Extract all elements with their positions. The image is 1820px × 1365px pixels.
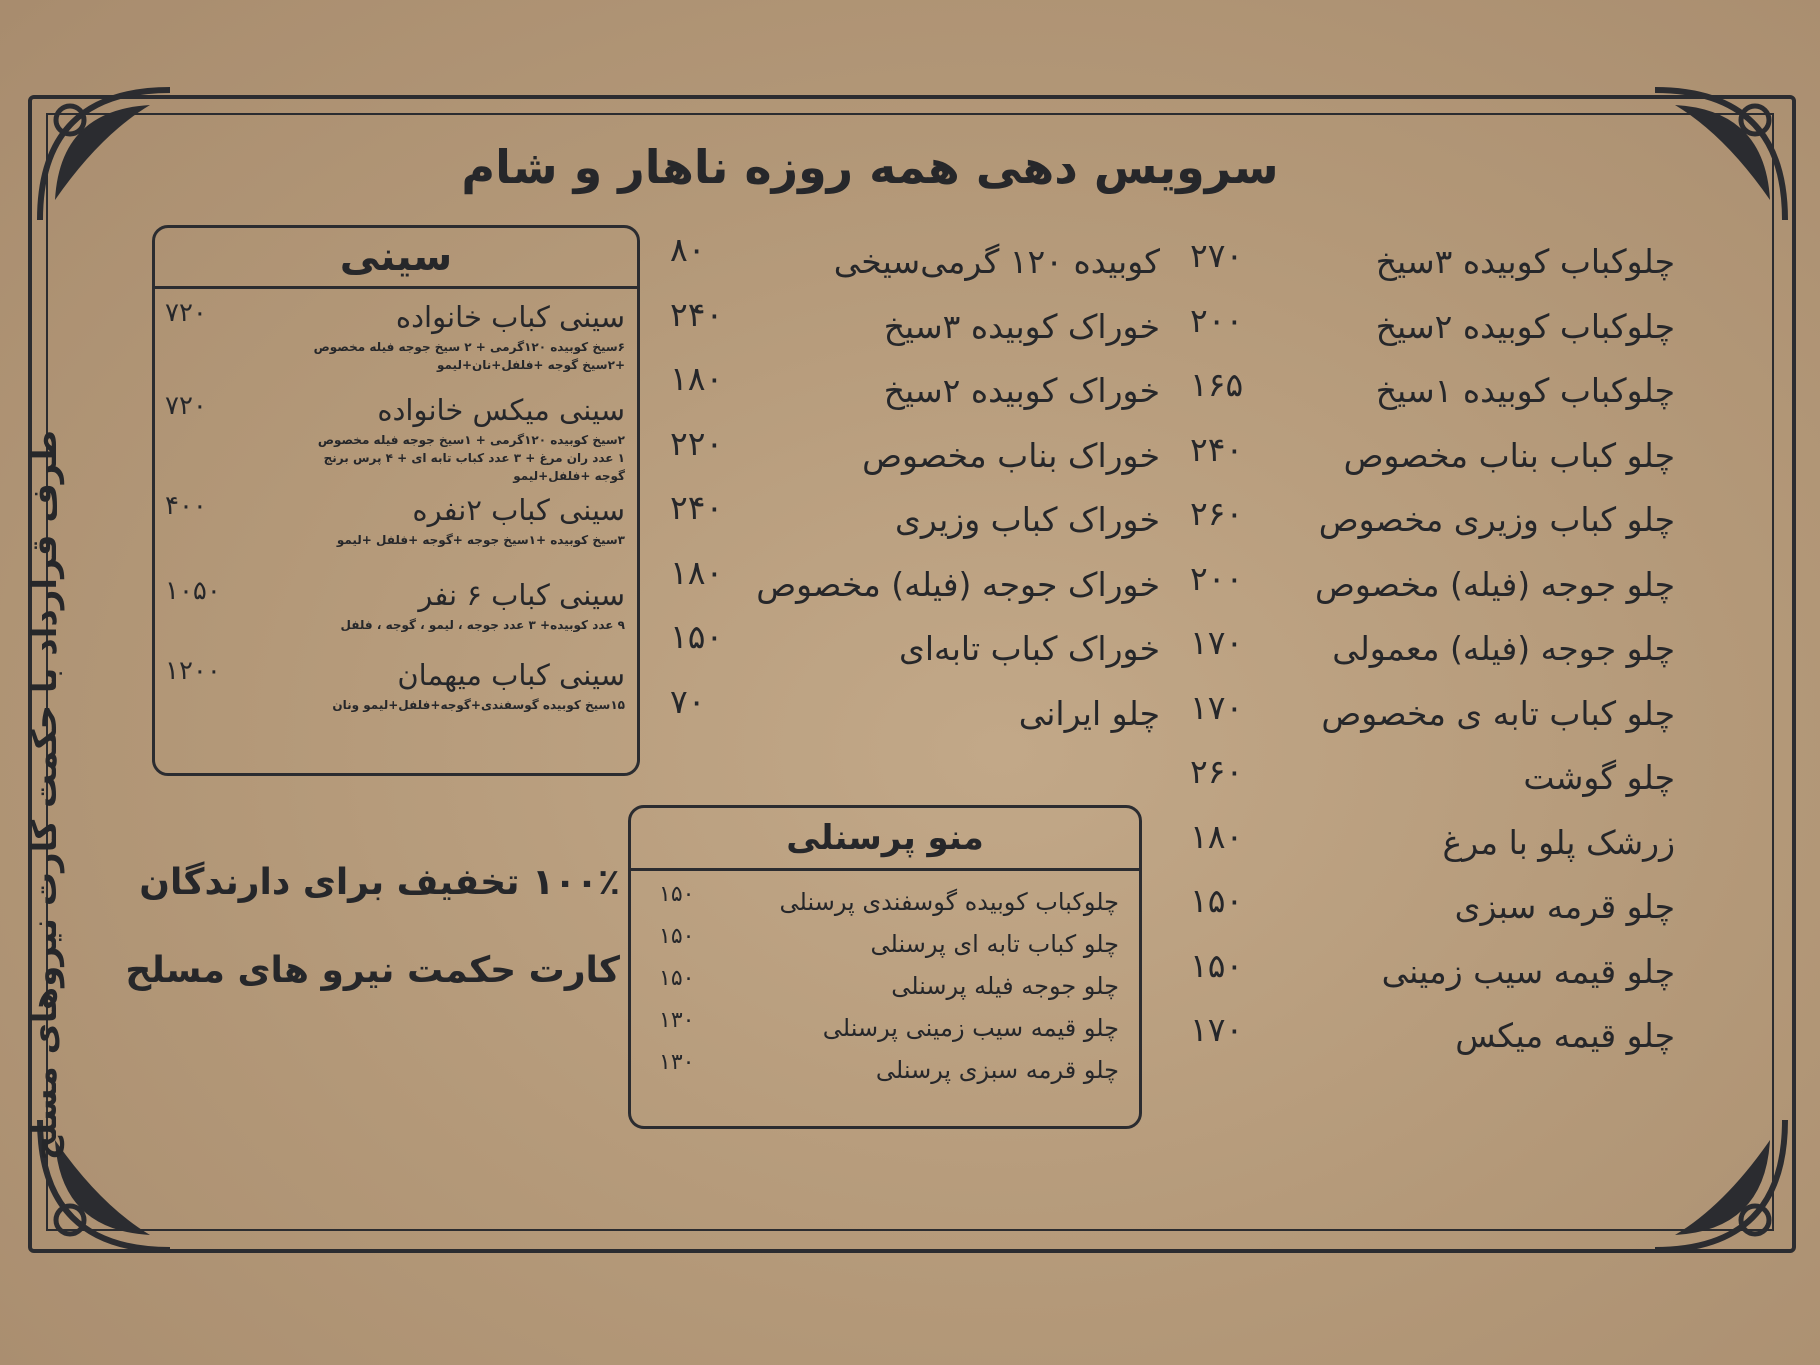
sini-item-desc: +۲سیخ گوجه +فلفل+نان+لیمو: [436, 358, 625, 372]
personnel-item-name: چلوکباب کوبیده گوسفندی پرسنلی: [779, 888, 1119, 916]
menu-item-price: ۲۰۰: [1190, 558, 1244, 598]
menu-item-price: ۱۶۵: [1190, 365, 1244, 404]
menu-item-name: چلو قیمه سیب زمینی: [1381, 951, 1675, 991]
menu-item-price: ۲۴۰: [670, 488, 724, 527]
sini-item-name: سینی کباب خانواده: [395, 300, 625, 334]
sini-item-name: سینی کباب ۶ نفر: [418, 578, 625, 612]
menu-item-price: ۱۵۰: [1190, 945, 1244, 985]
personnel-item-price: ۱۳۰: [659, 1050, 695, 1075]
sini-item-price: ۴۰۰: [165, 491, 207, 521]
menu-item-name: چلو کباب بناب مخصوص: [1343, 435, 1675, 475]
menu-item-name: خوراک بناب مخصوص: [862, 435, 1160, 475]
sini-item-price: ۱۰۵۰: [165, 576, 221, 606]
sini-item-price: ۷۲۰: [165, 391, 207, 421]
ornament-bottom-right-icon: [1645, 1110, 1795, 1260]
sini-item-desc: ۶سیخ کوبیده ۱۲۰گرمی + ۲ سیخ جوجه فیله مخصوص: [313, 340, 625, 354]
menu-item-price: ۱۷۰: [1190, 623, 1244, 662]
menu-item-name: خوراک کوبیده ۲سیخ: [883, 371, 1160, 410]
menu-item-name: چلوکباب کوبیده ۱سیخ: [1375, 371, 1675, 410]
menu-item-price: ۲۶۰: [1190, 494, 1244, 533]
personnel-item-name: چلو قیمه سیب زمینی پرسنلی: [822, 1014, 1119, 1042]
sini-item-name: سینی کباب میهمان: [397, 658, 625, 692]
menu-item-price: ۱۸۰: [670, 552, 724, 592]
menu-item-price: ۱۸۰: [670, 359, 724, 398]
menu-item-price: ۲۷۰: [1190, 236, 1244, 275]
menu-item-name: خوراک کباب تابه‌ای: [899, 629, 1160, 668]
sini-item-desc: ۹ عدد کوبیده+ ۳ عدد جوجه ، لیمو ، گوجه ، فلفل: [340, 618, 625, 632]
sini-heading: سینی: [155, 228, 637, 289]
menu-item-price: ۱۵۰: [670, 617, 724, 656]
menu-item-price: ۱۵۰: [1190, 881, 1244, 920]
sini-item-name: سینی کباب ۲نفره: [412, 493, 625, 527]
personnel-box: [628, 805, 1142, 1129]
menu-item-name: چلو جوجه (فیله) معمولی: [1332, 629, 1675, 668]
menu-item-name: چلو قرمه سبزی: [1454, 887, 1675, 926]
menu-item-price: ۲۲۰: [670, 423, 724, 463]
personnel-item-price: ۱۵۰: [659, 966, 695, 991]
menu-item-price: ۲۴۰: [670, 294, 724, 334]
side-contract-note: طرف قرارداد با حکمت کارت نیروهای مسلح: [25, 430, 65, 1161]
menu-item-name: خوراک کباب وزیری: [895, 500, 1160, 539]
menu-item-name: خوراک کوبیده ۳سیخ: [883, 306, 1160, 346]
personnel-item-price: ۱۵۰: [659, 882, 695, 907]
sini-item-desc: ۳سیخ کوبیده +۱سیخ جوجه +گوجه +فلفل +لیمو: [336, 533, 625, 547]
sini-item-desc: ۱۵سیخ کوبیده گوسفندی+گوجه+فلفل+لیمو ونان: [332, 698, 625, 712]
menu-item-price: ۱۸۰: [1190, 816, 1244, 856]
personnel-item-name: چلو جوجه فیله پرسنلی: [891, 972, 1119, 1000]
sini-item-desc: ۲سیخ کوبیده ۱۲۰گرمی + ۱سیخ جوجه فیله مخصوص: [317, 433, 625, 447]
menu-item-name: چلوکباب کوبیده ۳سیخ: [1375, 242, 1675, 281]
ornament-top-left-icon: [30, 80, 180, 230]
personnel-heading: منو پرسنلی: [631, 808, 1139, 871]
menu-item-price: ۱۷۰: [1190, 1010, 1244, 1049]
menu-item-name: چلو گوشت: [1523, 758, 1675, 797]
sini-item-name: سینی میکس خانواده: [377, 393, 625, 427]
menu-item-name: خوراک جوجه (فیله) مخصوص: [756, 564, 1160, 604]
discount-line-1: ۱۰۰٪ تخفیف برای دارندگان: [139, 862, 620, 903]
menu-item-name: زرشک پلو با مرغ: [1442, 822, 1675, 862]
menu-item-name: چلو جوجه (فیله) مخصوص: [1314, 564, 1675, 604]
sini-box: [152, 225, 640, 776]
discount-line-2: کارت حکمت نیرو های مسلح: [125, 950, 620, 991]
personnel-item-price: ۱۵۰: [659, 924, 695, 949]
menu-item-price: ۲۰۰: [1190, 300, 1244, 340]
sini-item-desc: ۱ عدد ران مرغ + ۳ عدد کباب تابه ای + ۴ پرس برنج: [323, 451, 625, 465]
menu-item-price: ۱۷۰: [1190, 687, 1244, 727]
personnel-item-price: ۱۳۰: [659, 1008, 695, 1033]
menu-title: سرویس دهی همه روزه ناهار و شام: [461, 140, 1279, 194]
menu-item-name: چلو قیمه میکس: [1455, 1016, 1675, 1055]
menu-item-price: ۲۴۰: [1190, 429, 1244, 469]
sini-item-price: ۱۲۰۰: [165, 656, 221, 686]
sini-item-price: ۷۲۰: [165, 298, 207, 328]
sini-item-desc: گوجه +فلفل+لیمو: [513, 469, 625, 483]
menu-item-price: ۷۰: [670, 681, 706, 721]
menu-item-name: چلو کباب وزیری مخصوص: [1318, 500, 1675, 539]
menu-item-name: چلو ایرانی: [1018, 693, 1160, 733]
personnel-item-name: چلو کباب تابه ای پرسنلی: [870, 930, 1119, 958]
menu-item-price: ۸۰: [670, 230, 706, 269]
menu-item-name: کوبیده ۱۲۰ گرمی‌سیخی: [833, 242, 1160, 281]
menu-item-name: چلوکباب کوبیده ۲سیخ: [1375, 306, 1675, 346]
personnel-item-name: چلو قرمه سبزی پرسنلی: [875, 1056, 1119, 1084]
menu-item-name: چلو کباب تابه ی مخصوص: [1321, 693, 1675, 733]
ornament-top-right-icon: [1645, 80, 1795, 230]
menu-item-price: ۲۶۰: [1190, 752, 1244, 791]
